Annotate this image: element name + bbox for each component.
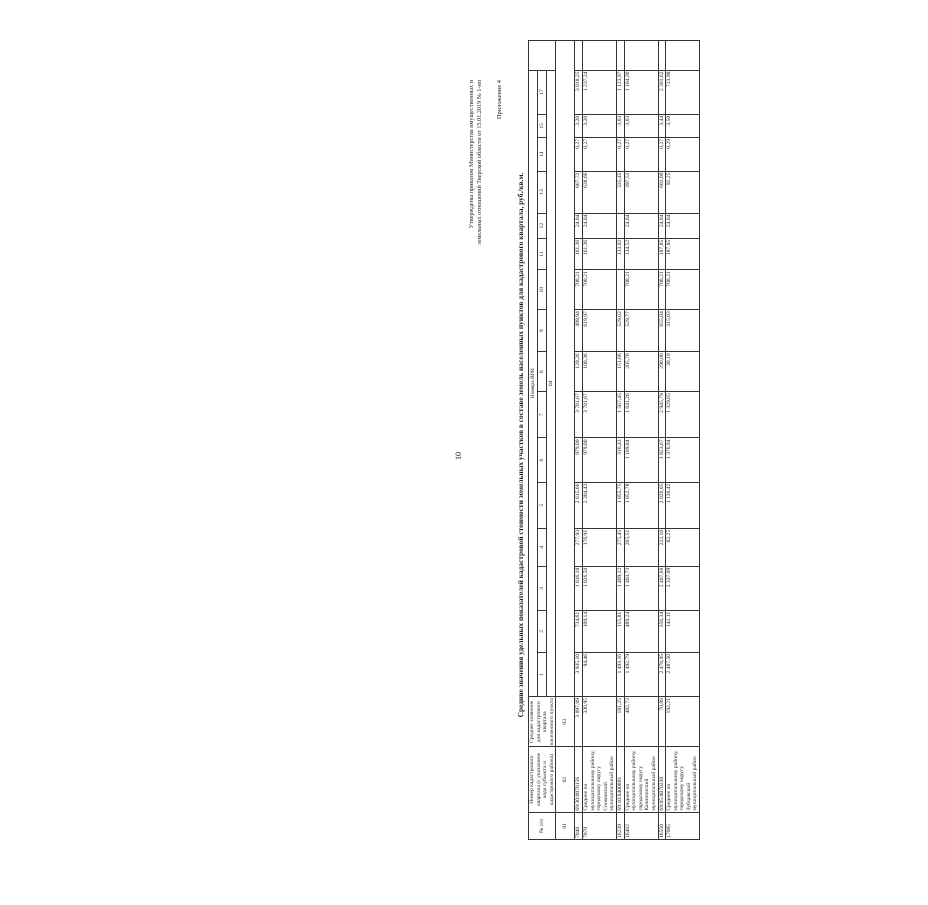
row-value: 3 935,10 bbox=[575, 652, 583, 696]
header-vri: Номера ВРИ bbox=[529, 70, 538, 696]
header-col-3: 3 bbox=[538, 566, 547, 610]
table-row bbox=[616, 41, 624, 840]
table-row bbox=[658, 41, 666, 840]
row-value: 1 492,79 bbox=[624, 652, 658, 696]
header-col-11: 11 bbox=[538, 238, 547, 270]
row-value: 1 329,65 bbox=[666, 392, 700, 438]
row-value bbox=[616, 270, 624, 310]
row-value: 0,27 bbox=[624, 137, 658, 171]
row-value: 94,46 bbox=[582, 652, 616, 696]
row-value: 0,29 bbox=[666, 137, 700, 171]
table-row bbox=[575, 41, 583, 840]
row-value: 3 781,67 bbox=[582, 392, 616, 438]
row-value: 0,27 bbox=[658, 137, 666, 171]
row-quarter: Среднее по муниципальному району, городскому округу Калининский муниципальный район bbox=[624, 747, 658, 812]
row-value: 1 493,16 bbox=[616, 652, 624, 696]
row-value: 24,84 bbox=[658, 213, 666, 238]
row-average: 402,73 bbox=[624, 697, 658, 747]
row-value: 1 852,78 bbox=[624, 482, 658, 528]
row-spacer bbox=[658, 41, 666, 71]
row-value: 275,45 bbox=[616, 528, 624, 566]
row-value: 24,84 bbox=[624, 213, 658, 238]
row-value: 316,43 bbox=[616, 438, 624, 482]
row-value: 1 026,50 bbox=[582, 566, 616, 610]
row-value: 356,34 bbox=[658, 610, 666, 652]
table-body bbox=[575, 41, 700, 840]
row-value: 161,36 bbox=[575, 238, 583, 270]
row-value: 129,26 bbox=[575, 352, 583, 392]
row-value: 290,00 bbox=[658, 352, 666, 392]
row-value: 2 945,79 bbox=[658, 392, 666, 438]
row-value: 667,72 bbox=[575, 171, 583, 213]
row-value: 3,63 bbox=[616, 114, 624, 137]
row-average: 330,95 bbox=[582, 697, 616, 747]
table-title: Средние значения удельных показателей кадастровой стоимости земельных участков в составе земель населенных пунктов для кадастрового квартала, руб./кв.м. bbox=[516, 172, 525, 718]
header-col-12: 12 bbox=[538, 213, 547, 238]
row-spacer bbox=[582, 41, 616, 71]
header-quarter: Номер кадастрового квартала (с указанием кода субъекта и кадастрового района) bbox=[529, 747, 556, 812]
row-value: 187,85 bbox=[666, 238, 700, 270]
row-value: 3 781,67 bbox=[575, 392, 583, 438]
row-value: 734,61 bbox=[575, 610, 583, 652]
row-value: 708,21 bbox=[582, 270, 616, 310]
row-value: 619,97 bbox=[582, 310, 616, 352]
row-spacer bbox=[666, 41, 700, 71]
row-value: 134,52 bbox=[624, 238, 658, 270]
row-value: 499,94 bbox=[575, 310, 583, 352]
row-value: 1 237,24 bbox=[582, 70, 616, 114]
row-average: 70,88 bbox=[658, 697, 666, 747]
appendix-label: Приложение 4 bbox=[496, 80, 503, 120]
row-number: 7040 bbox=[575, 812, 583, 839]
header-col-17: 17 bbox=[538, 70, 547, 114]
row-number: 16462 bbox=[624, 812, 658, 839]
header-c02: 02 bbox=[556, 747, 575, 812]
header-col-4: 4 bbox=[538, 528, 547, 566]
row-value: 1 189,84 bbox=[624, 438, 658, 482]
row-number: 7070 bbox=[582, 812, 616, 839]
row-spacer bbox=[624, 41, 658, 71]
row-value: 2 478,95 bbox=[658, 652, 666, 696]
header-num: № п/п bbox=[529, 812, 556, 839]
row-value: 277,93 bbox=[575, 528, 583, 566]
row-value: 1 567,45 bbox=[616, 392, 624, 438]
row-quarter: 69:05:0070230 bbox=[658, 747, 666, 812]
row-value: 979,00 bbox=[575, 438, 583, 482]
table-row bbox=[624, 41, 658, 840]
row-value: 30,19 bbox=[666, 352, 700, 392]
row-spacer bbox=[575, 41, 583, 71]
header-col-13: 13 bbox=[538, 171, 547, 213]
table-row bbox=[582, 41, 616, 840]
row-value: 222,10 bbox=[658, 528, 666, 566]
row-value: 142,11 bbox=[666, 610, 700, 652]
row-value: 133,02 bbox=[616, 238, 624, 270]
header-col-14: 14 bbox=[538, 137, 547, 171]
row-value: 979,00 bbox=[582, 438, 616, 482]
row-value: 3 018,25 bbox=[575, 70, 583, 114]
row-value: 24,84 bbox=[582, 213, 616, 238]
row-value bbox=[616, 213, 624, 238]
row-average: 192,21 bbox=[666, 697, 700, 747]
row-number: 16550 bbox=[658, 812, 666, 839]
row-value: 151,66 bbox=[616, 352, 624, 392]
row-value: 638,66 bbox=[582, 171, 616, 213]
row-value: 3,44 bbox=[658, 114, 666, 137]
row-value: 723,98 bbox=[666, 70, 700, 114]
row-value: 708,21 bbox=[658, 270, 666, 310]
row-value: 1 641,26 bbox=[624, 392, 658, 438]
row-value: 708,21 bbox=[624, 270, 658, 310]
row-value: 529,77 bbox=[624, 310, 658, 352]
row-value: 708,21 bbox=[666, 270, 700, 310]
header-c01: 01 bbox=[556, 812, 575, 839]
row-value: 2 026,05 bbox=[658, 482, 666, 528]
row-quarter: Среднее по муниципальному району, городскому округу Зубцовский муниципальный район bbox=[666, 747, 700, 812]
row-value: 335,45 bbox=[616, 171, 624, 213]
row-value: 315,03 bbox=[666, 310, 700, 352]
header-col-7: 7 bbox=[538, 392, 547, 438]
row-quarter: Среднее по муниципальному району, городскому округу Сонковский муниципальный район bbox=[582, 747, 616, 812]
row-value: 92,25 bbox=[666, 171, 700, 213]
row-average: 181,25 bbox=[616, 697, 624, 747]
row-value: 176,91 bbox=[582, 528, 616, 566]
header-col-15: 15 bbox=[538, 114, 547, 137]
row-quarter: 69:10:0400801 bbox=[616, 747, 624, 812]
row-value: 2 304,43 bbox=[582, 482, 616, 528]
row-value: 601,00 bbox=[658, 171, 666, 213]
row-value: 109,14 bbox=[582, 610, 616, 652]
row-number: 17085 bbox=[666, 812, 700, 839]
row-value: 2 337,09 bbox=[666, 566, 700, 610]
row-value: 397,51 bbox=[624, 171, 658, 213]
approval-line-1: Утверждены приказом Министерства имущественных и bbox=[468, 80, 475, 229]
value-table-wrapper bbox=[528, 40, 928, 840]
row-value: 708,21 bbox=[575, 270, 583, 310]
header-spacer bbox=[529, 41, 556, 71]
row-value: 1 184,36 bbox=[624, 70, 658, 114]
row-value: 2 301,62 bbox=[658, 70, 666, 114]
row-value: 1 855,75 bbox=[616, 482, 624, 528]
row-value: 0,27 bbox=[575, 137, 583, 171]
row-value: 489,24 bbox=[624, 610, 658, 652]
row-value: 3,63 bbox=[624, 114, 658, 137]
page-number: 10 bbox=[454, 452, 463, 460]
row-value: 3,20 bbox=[575, 114, 583, 137]
row-number: 16239 bbox=[616, 812, 624, 839]
row-value: 100,36 bbox=[582, 352, 616, 392]
row-value: 205,78 bbox=[624, 352, 658, 392]
table-row bbox=[666, 41, 700, 840]
header-col-9: 9 bbox=[538, 310, 547, 352]
row-value: 0,27 bbox=[582, 137, 616, 171]
header-avg: Среднее значение для кадастрового квартала населенного пункта bbox=[529, 698, 555, 746]
row-value: 3,50 bbox=[666, 114, 700, 137]
row-value: 24,84 bbox=[575, 213, 583, 238]
header-col-1: 1 bbox=[538, 652, 547, 696]
row-value: 1 409,12 bbox=[616, 566, 624, 610]
header-col-5: 5 bbox=[538, 482, 547, 528]
row-value: 2 407,68 bbox=[658, 566, 666, 610]
header-col-8: 8 bbox=[538, 352, 547, 392]
row-value: 1 016,18 bbox=[575, 566, 583, 610]
header-col-6: 6 bbox=[538, 438, 547, 482]
row-value: 3,20 bbox=[582, 114, 616, 137]
row-value: 1 123,97 bbox=[616, 70, 624, 114]
row-value: 1 136,42 bbox=[666, 482, 700, 528]
header-c03: 03 bbox=[556, 697, 575, 747]
value-table bbox=[528, 40, 700, 840]
row-value: 1 823,67 bbox=[658, 438, 666, 482]
row-value: 265,51 bbox=[624, 528, 658, 566]
header-col-2: 2 bbox=[538, 610, 547, 652]
header-col-10: 10 bbox=[538, 270, 547, 310]
row-value: 161,36 bbox=[582, 238, 616, 270]
row-value: 82,25 bbox=[666, 528, 700, 566]
row-value: 115,81 bbox=[616, 610, 624, 652]
header-blank bbox=[556, 41, 575, 697]
row-value: 655,04 bbox=[658, 310, 666, 352]
row-value: 2 615,66 bbox=[575, 482, 583, 528]
row-spacer bbox=[616, 41, 624, 71]
row-value: 24,84 bbox=[666, 213, 700, 238]
row-value: 187,85 bbox=[658, 238, 666, 270]
approval-line-2: земельных отношений Тверской области от 15.01.2019 № 1-нп bbox=[476, 80, 483, 245]
row-value: 2 487,50 bbox=[666, 652, 700, 696]
row-value: 529,62 bbox=[616, 310, 624, 352]
approval-note bbox=[468, 80, 484, 320]
rotated-sheet bbox=[70, 20, 699, 880]
row-value: 0,27 bbox=[616, 137, 624, 171]
row-value: 1 376,94 bbox=[666, 438, 700, 482]
header-code: 04 bbox=[547, 70, 556, 696]
row-average: 3 097,89 bbox=[575, 697, 583, 747]
row-value: 1 403,73 bbox=[624, 566, 658, 610]
row-quarter: 69:30:0070156 bbox=[575, 747, 583, 812]
